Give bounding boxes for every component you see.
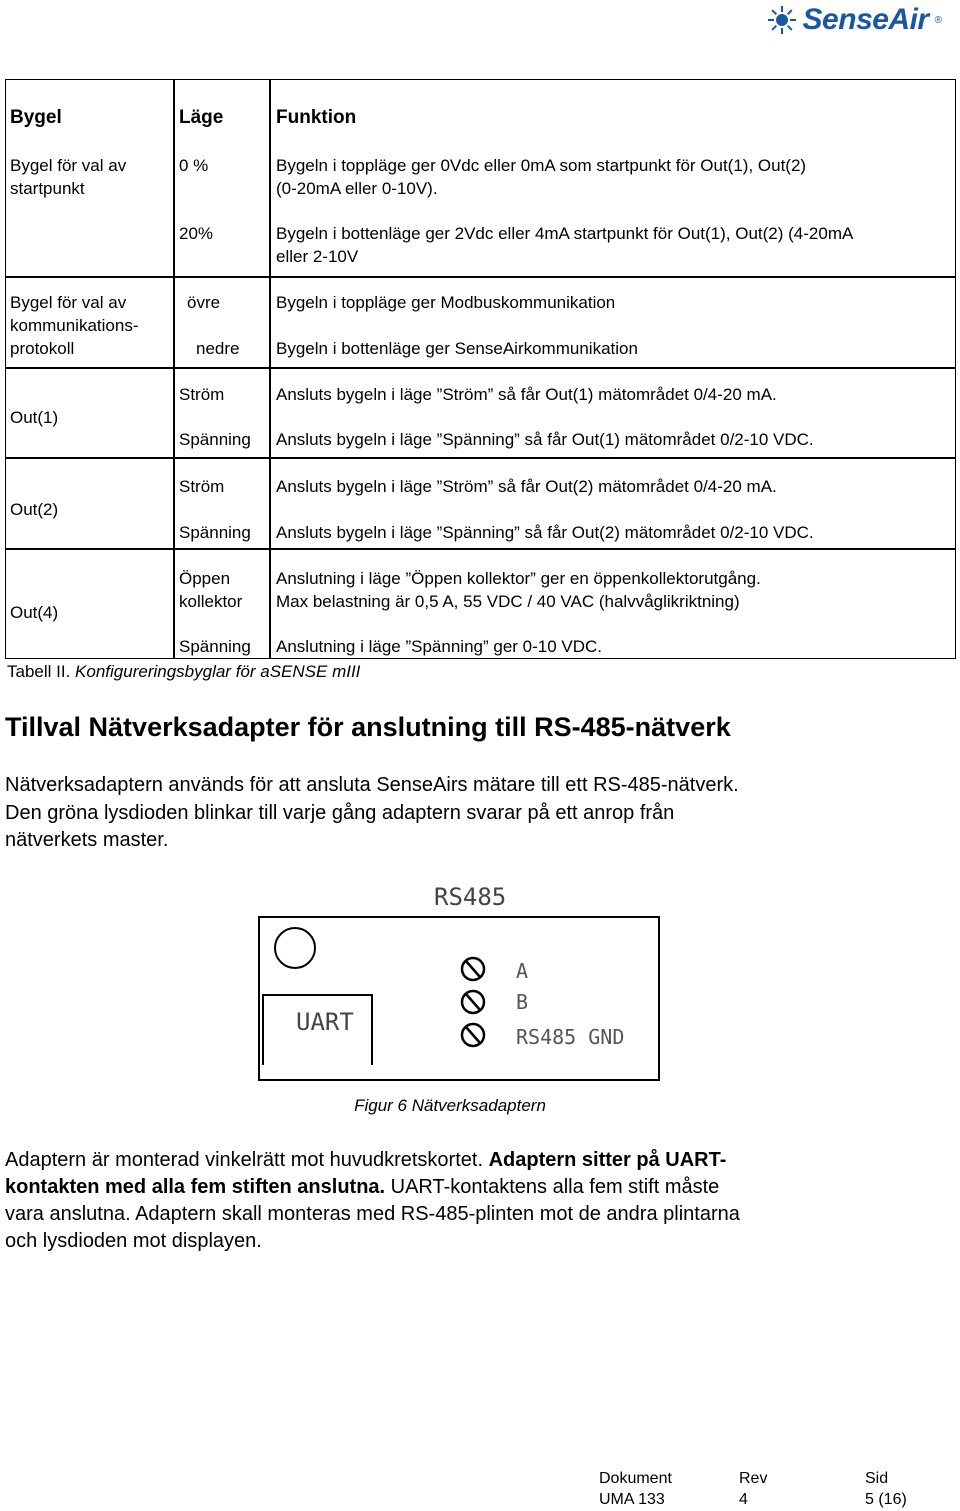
cell-bygel: kommunikations- [10,316,139,335]
board-outline [259,917,659,1080]
cell-bygel: startpunkt [10,179,85,198]
cell-bygel: protokoll [10,339,75,358]
section-heading: Tillval Nätverksadapter för anslutning till RS-485-nätverk [5,712,731,742]
cell-lage: Ström [179,477,225,496]
cell-lage: Öppen [179,569,231,588]
cell-funktion: Bygeln i toppläge ger Modbuskommunikation [276,293,616,312]
closing-text: UART-kontaktens alla fem stift måste [385,1176,720,1198]
closing-line: och lysdioden mot displayen. [5,1230,262,1252]
caption-label: Tabell II. [7,662,71,681]
cell-funktion: Ansluts bygeln i läge ”Spänning” så får Out(1) mätområdet 0/2-10 VDC. [276,430,814,449]
closing-line: vara anslutna. Adaptern skall monteras med RS-485-plinten mot de andra plintarna [5,1203,740,1225]
table-row-divider [5,367,956,369]
closing-line [5,1147,945,1174]
cell-funktion: eller 2-10V [276,247,359,266]
brand-name: SenseAir [802,3,929,36]
terminal-a-label: A [516,959,529,983]
paragraph-line: nätverkets master. [5,829,169,851]
footer-rev-value: 4 [739,1491,748,1508]
footer-dokument-label: Dokument [599,1470,672,1487]
header-funktion: Funktion [276,107,357,128]
cell-bygel: Bygel för val av [10,293,127,312]
footer-sid-value: 5 (16) [865,1491,907,1508]
closing-bold: kontakten med alla fem stiften anslutna. [5,1176,386,1198]
cell-funktion: Bygeln i bottenläge ger SenseAirkommunikation [276,339,638,358]
cell-bygel: Bygel för val av [10,156,127,175]
cell-funktion: Bygeln i bottenläge ger 2Vdc eller 4mA startpunkt för Out(1), Out(2) (4-20mA [276,224,854,243]
caption-text: Konfigureringsbyglar för aSENSE mIII [75,662,361,681]
screw-terminal-icon [462,991,484,1013]
paragraph-line: Nätverksadaptern används för att ansluta SenseAirs mätare till ett RS-485-nätverk. [5,774,739,796]
cell-lage: kollektor [179,592,243,611]
cell-funktion: Ansluts bygeln i läge ”Ström” så får Out(1) mätområdet 0/4-20 mA. [276,385,777,404]
closing-text: Adaptern är monterad vinkelrätt mot huvudkretskortet. [5,1149,489,1171]
screw-terminal-icon [462,958,484,980]
footer-dokument-value: UMA 133 [599,1491,665,1508]
table-caption [7,661,360,683]
cell-lage: 20% [179,224,214,243]
terminal-b-label: B [516,990,529,1014]
footer-sid-label: Sid [865,1470,889,1487]
cell-bygel: Out(1) [10,408,59,427]
header-lage: Läge [179,107,224,128]
paragraph-line: Den gröna lysdioden blinkar till varje gång adaptern svarar på ett anrop från [5,802,675,824]
closing-bold: Adaptern sitter på UART- [488,1149,727,1171]
footer-rev-label: Rev [739,1470,768,1487]
cell-lage: nedre [196,339,240,358]
cell-lage: Spänning [179,430,251,449]
sun-logo-icon [767,5,797,35]
figure-caption: Figur 6 Nätverksadaptern [354,1096,546,1115]
cell-lage: övre [187,293,221,312]
closing-line [5,1174,945,1201]
screw-terminal-icon [462,1024,484,1046]
table-row-divider [5,548,956,550]
table-col-divider [173,79,175,659]
cell-funktion: Bygeln i toppläge ger 0Vdc eller 0mA som startpunkt för Out(1), Out(2) [276,156,807,175]
cell-funktion: Anslutning i läge ”Öppen kollektor” ger en öppenkollektorutgång. [276,569,761,588]
diagram-title: RS485 [434,883,507,911]
cell-lage: Ström [179,385,225,404]
cell-lage: Spänning [179,637,251,656]
cell-lage: Spänning [179,523,251,542]
cell-funktion: Max belastning är 0,5 A, 55 VDC / 40 VAC (halvvåglikriktning) [276,592,740,611]
table-row-divider [5,276,956,278]
header-bygel: Bygel [10,107,62,128]
cell-bygel: Out(2) [10,500,59,519]
cell-funktion: (0-20mA eller 0-10V). [276,179,438,198]
network-adapter-diagram [250,875,670,1090]
table-row-divider [5,457,956,459]
cell-funktion: Ansluts bygeln i läge ”Spänning” så får Out(2) mätområdet 0/2-10 VDC. [276,523,814,542]
cell-funktion: Anslutning i läge ”Spänning” ger 0-10 VDC. [276,637,603,656]
led-icon [275,928,315,968]
registered-mark: ® [934,14,942,26]
cell-bygel: Out(4) [10,603,59,622]
terminal-gnd-label: RS485 GND [516,1025,625,1049]
table-col-divider [269,79,271,659]
cell-lage: 0 % [179,156,209,175]
cell-funktion: Ansluts bygeln i läge ”Ström” så får Out(2) mätområdet 0/4-20 mA. [276,477,777,496]
senseair-logo [767,4,942,36]
uart-label: UART [296,1008,354,1036]
